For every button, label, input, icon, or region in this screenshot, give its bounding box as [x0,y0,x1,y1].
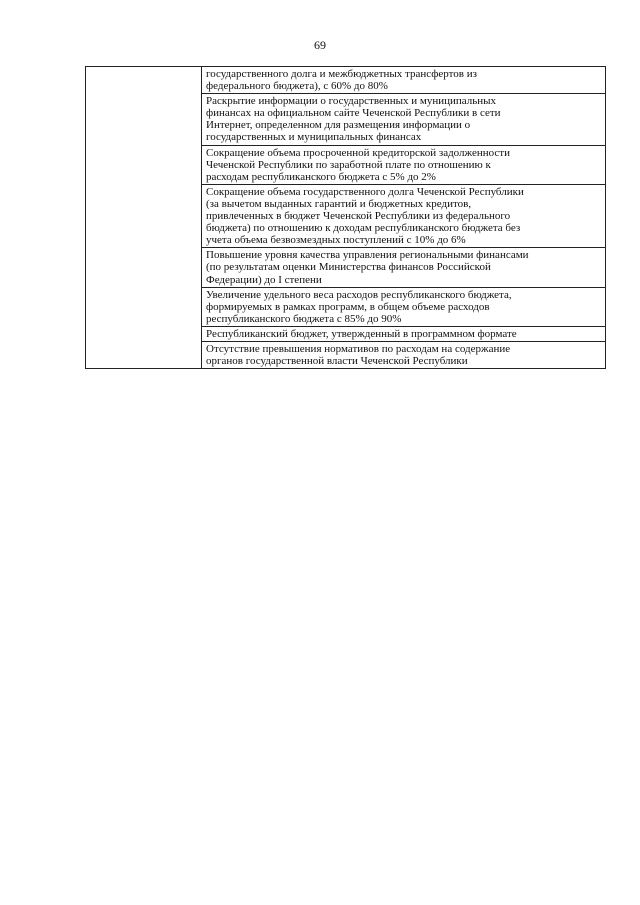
cell-text-line: Федерации) до I степени [206,273,322,286]
left-empty-column [86,67,202,369]
cell-text-line: финансах на официальном сайте Чеченской Республики в сети [206,107,501,120]
cell-text-line: Интернет, определенном для размещения информации о [206,119,471,132]
cell-text-line: формируемых в рамках программ, в общем объеме расходов [206,300,490,313]
cell-text-line: федерального бюджета), с 60% до 80% [206,80,388,93]
indicator-cell [202,145,606,184]
cell-text-line: Повышение уровня качества управления региональными финансами [206,249,529,262]
cell-text-line: учета объема безвозмездных поступлений с 10% до 6% [206,234,466,247]
cell-text-line: Раскрытие информации о государственных и муниципальных [206,95,497,108]
page-number: 69 [314,38,326,52]
cell-text-line: республиканского бюджета с 85% до 90% [206,312,402,325]
indicator-cell [202,341,606,368]
cell-text-line: (по результатам оценки Министерства финансов Российской [206,261,491,274]
cell-text-line: Сокращение объема государственного долга Чеченской Республики [206,185,524,198]
indicator-cell [202,326,606,341]
indicator-cell [202,248,606,287]
cell-text-line: привлеченных в бюджет Чеченской Республики из федерального [206,210,511,223]
indicator-cell [202,94,606,145]
cell-text-line: Увеличение удельного веса расходов республиканского бюджета, [206,288,512,301]
cell-text-line: государственного долга и межбюджетных трансфертов из [206,68,477,80]
table-row [86,67,606,94]
cell-text-line: Чеченской Республики по заработной плате по отношению к [206,158,491,171]
cell-text-line: Республиканский бюджет, утвержденный в программном формате [206,327,517,340]
indicator-cell [202,287,606,326]
indicator-cell [202,67,606,94]
cell-text-line: органов государственной власти Чеченской Республики [206,355,468,368]
indicators-table [85,66,606,369]
cell-text-line: бюджета) по отношению к доходам республиканского бюджета без [206,222,521,235]
cell-text-line: (за вычетом выданных гарантий и бюджетных кредитов, [206,197,472,210]
indicator-cell [202,184,606,247]
cell-text-line: Сокращение объема просроченной кредиторской задолженности [206,146,510,159]
cell-text-line: государственных и муниципальных финансах [206,131,422,144]
cell-text-line: Отсутствие превышения нормативов по расходам на содержание [206,342,511,355]
cell-text-line: расходам республиканского бюджета с 5% до 2% [206,170,436,183]
